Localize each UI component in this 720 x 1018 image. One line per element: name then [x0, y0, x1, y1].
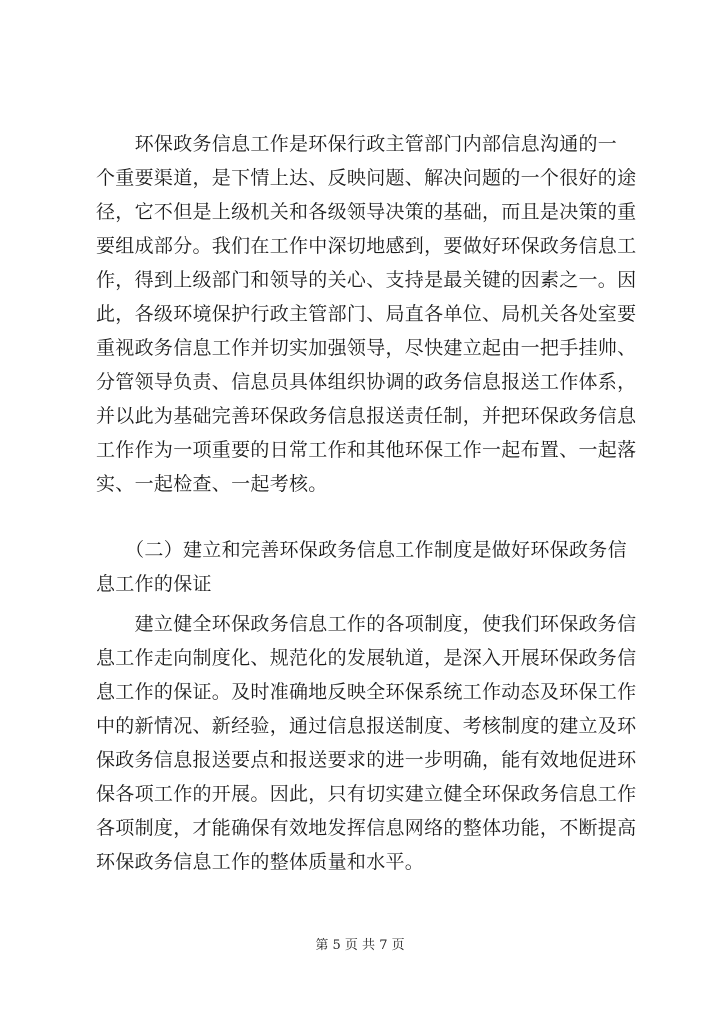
paragraph-1-line-6: 此，各级环境保护行政主管部门、局直各单位、局机关各处室要: [96, 303, 637, 325]
paragraph-1-line-7: 重视政务信息工作并切实加强领导，尽快建立起由一把手挂帅、: [96, 337, 637, 359]
paragraph-1-line-4: 要组成部分。我们在工作中深切地感到，要做好环保政务信息工: [96, 235, 637, 257]
paragraph-1-line-11: 实、一起检查、一起考核。: [96, 473, 328, 495]
paragraph-3-line-7: 各项制度，才能确保有效地发挥信息网络的整体功能，不断提高: [96, 817, 637, 839]
paragraph-1-line-5: 作，得到上级部门和领导的关心、支持是最关键的因素之一。因: [96, 269, 637, 291]
paragraph-3-line-5: 保政务信息报送要点和报送要求的进一步明确，能有效地促进环: [96, 749, 637, 771]
paragraph-1-line-9: 并以此为基础完善环保政务信息报送责任制，并把环保政务信息: [96, 405, 637, 427]
paragraph-3-line-1: 建立健全环保政务信息工作的各项制度，使我们环保政务信: [96, 613, 637, 635]
section-heading-line-1: （二）建立和完善环保政务信息工作制度是做好环保政务信: [96, 539, 627, 561]
paragraph-1-line-10: 工作作为一项重要的日常工作和其他环保工作一起布置、一起落: [96, 439, 637, 461]
paragraph-1-line-3: 径，它不但是上级机关和各级领导决策的基础，而且是决策的重: [96, 201, 637, 223]
page-number-footer: 第 5 页 共 7 页: [315, 938, 405, 953]
paragraph-3-line-3: 息工作的保证。及时准确地反映全环保系统工作动态及环保工作: [96, 681, 637, 703]
paragraph-3-line-8: 环保政务信息工作的整体质量和水平。: [96, 851, 425, 873]
paragraph-1-line-1: 环保政务信息工作是环保行政主管部门内部信息沟通的一: [96, 133, 618, 155]
paragraph-3-line-2: 息工作走向制度化、规范化的发展轨道，是深入开展环保政务信: [96, 647, 637, 669]
paragraph-3-line-6: 保各项工作的开展。因此，只有切实建立健全环保政务信息工作: [96, 783, 637, 805]
section-heading-line-2: 息工作的保证: [96, 573, 212, 595]
paragraph-3-line-4: 中的新情况、新经验，通过信息报送制度、考核制度的建立及环: [96, 715, 637, 737]
paragraph-1-line-2: 个重要渠道，是下情上达、反映问题、解决问题的一个很好的途: [96, 167, 637, 189]
paragraph-1-line-8: 分管领导负责、信息员具体组织协调的政务信息报送工作体系，: [96, 371, 637, 393]
